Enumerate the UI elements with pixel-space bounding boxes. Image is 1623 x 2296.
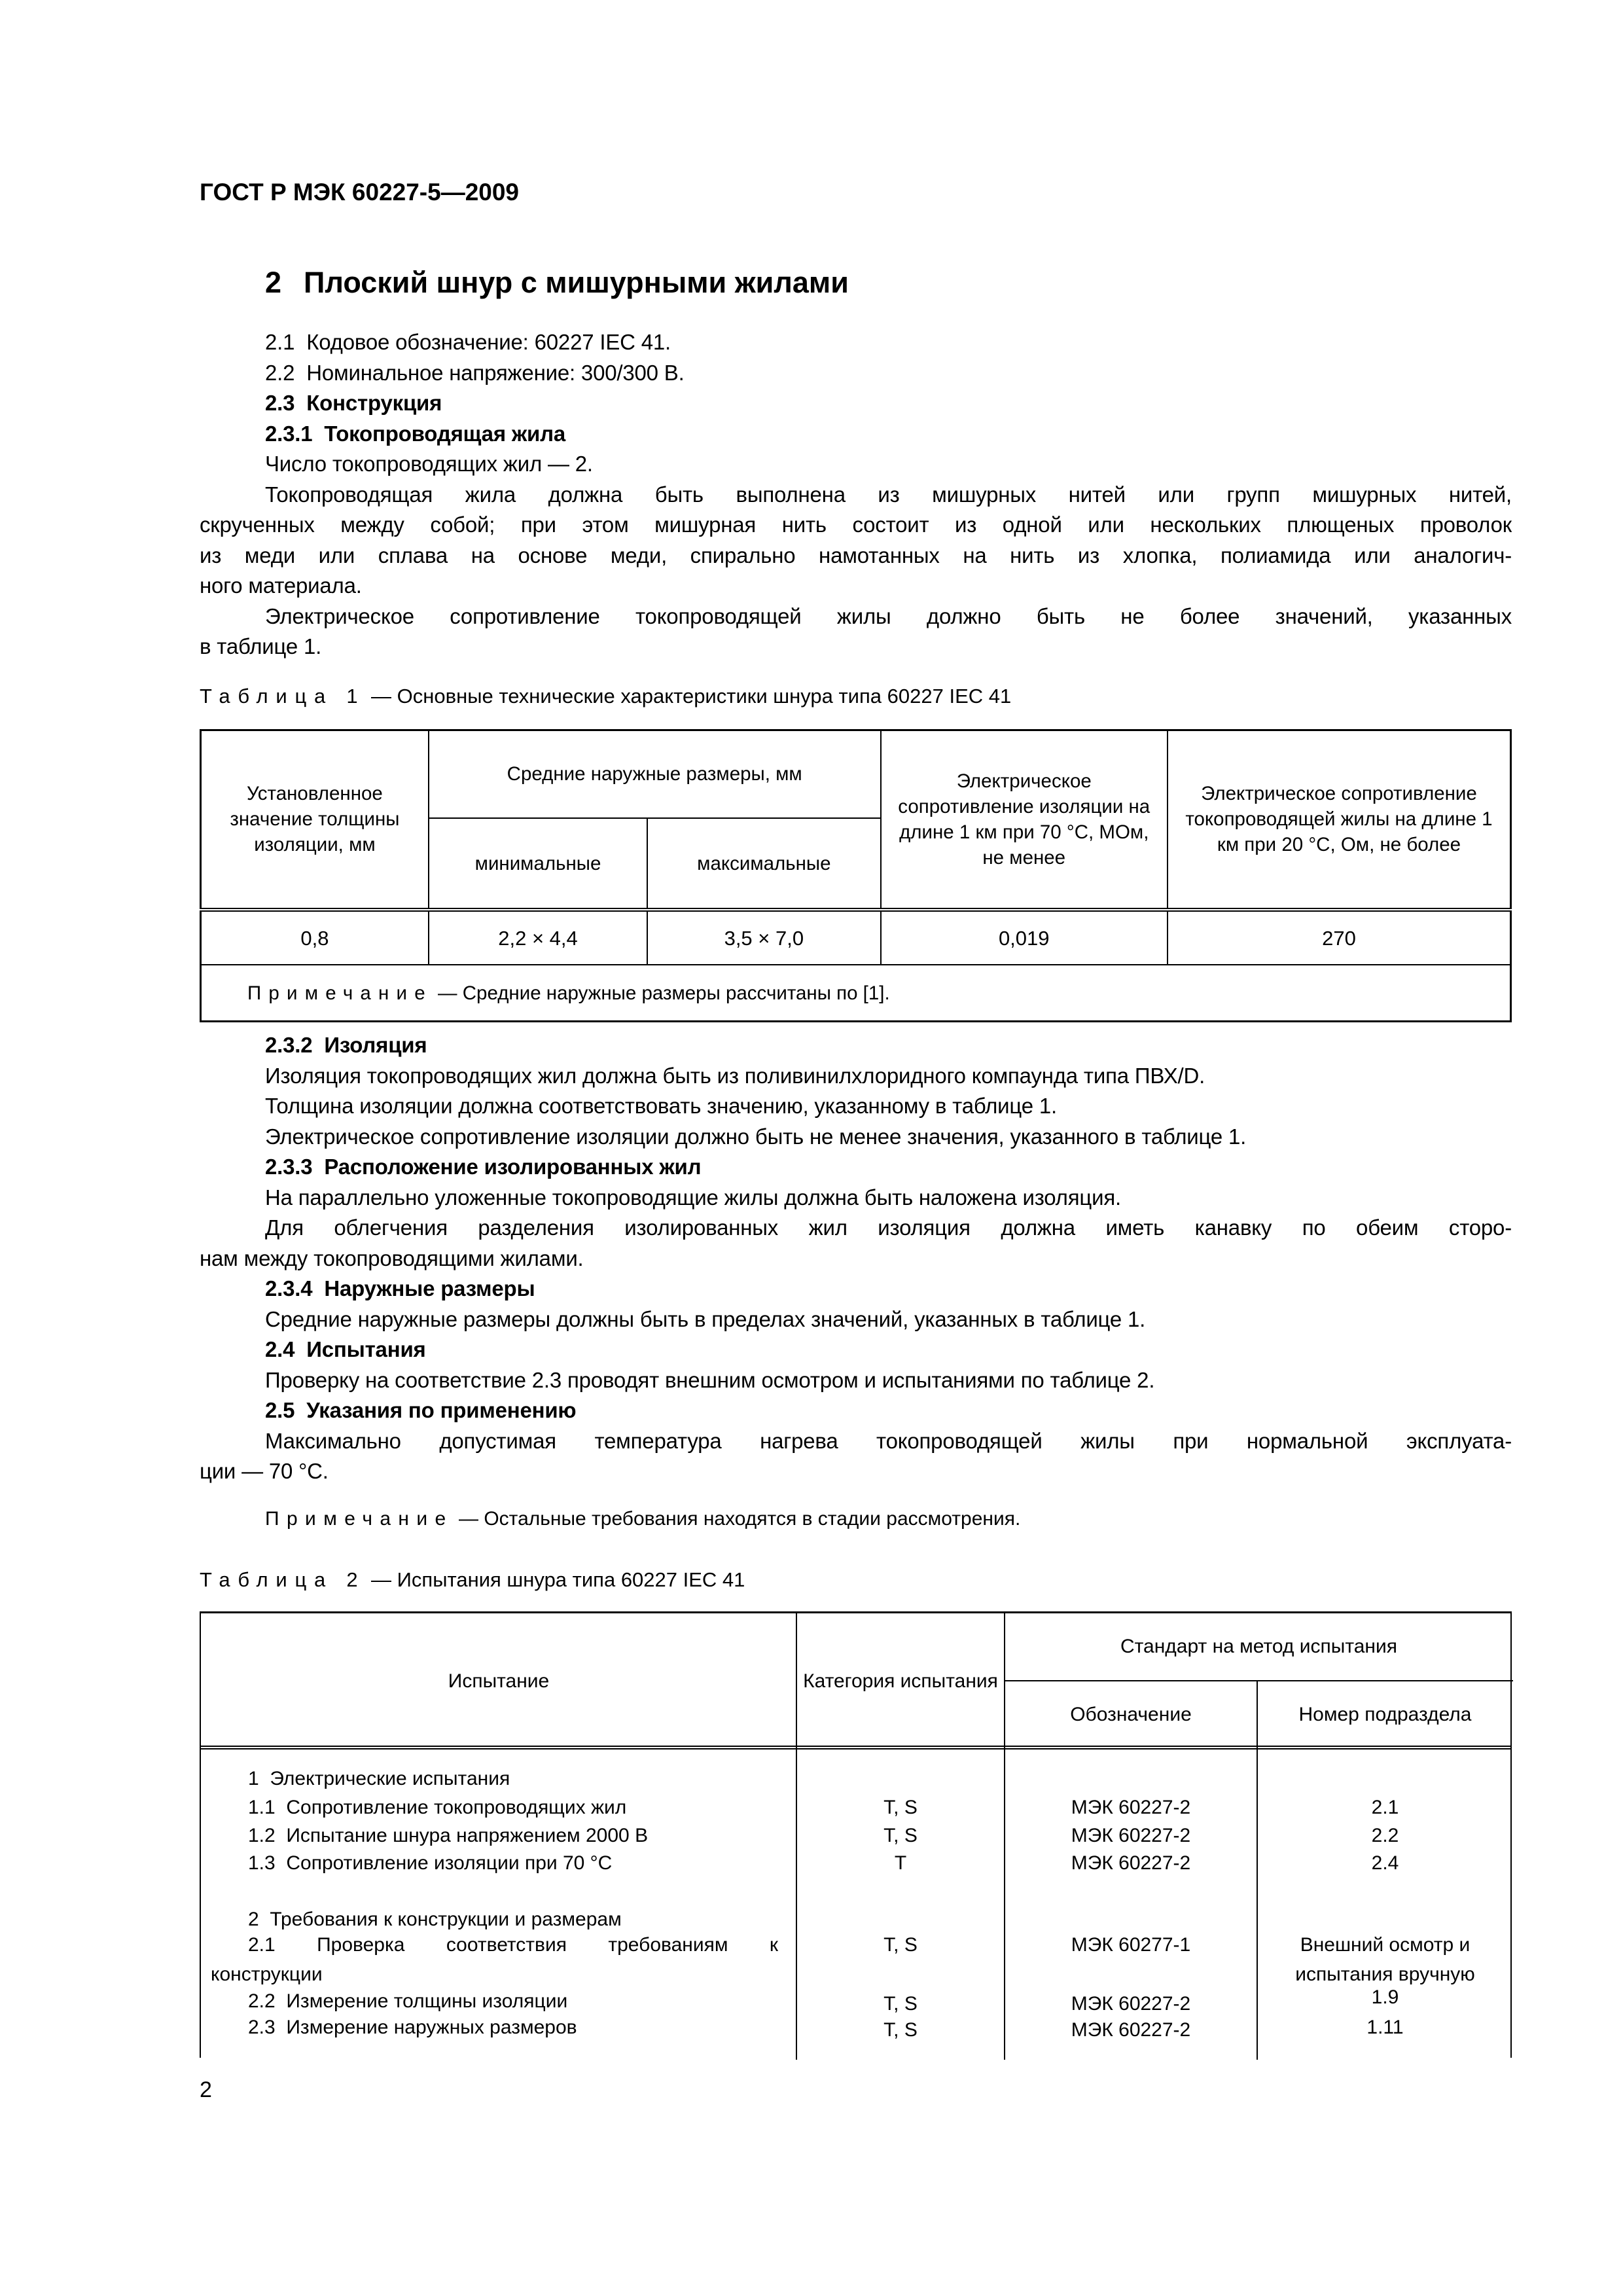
table2-header-designation: Обозначение [1070, 1704, 1192, 1725]
body-line: Проверку на соответствие 2.3 проводят внешним осмотром и испытаниями по таблице 2. [265, 1367, 1155, 1392]
section-title [265, 264, 1512, 301]
table2-row-test: 2.1 Проверка соответствия требованиям к [248, 1933, 778, 1956]
table2-row-test: 2.2 Измерение толщины изоляции [248, 1990, 568, 2012]
table1-header-sizes-group: Средние наружные размеры, мм [429, 730, 881, 818]
table1-cell-min: 2,2 × 4,4 [429, 910, 647, 965]
table2-row-standard: МЭК 60227-2 [1071, 1852, 1191, 1874]
body-heading: 2.3.4 Наружные размеры [265, 1276, 535, 1300]
table2-row-category: T, S [883, 1992, 918, 2015]
table2-header-category: Категория испытания [803, 1670, 998, 1692]
body-block-1 [200, 327, 1512, 662]
table2-row-standard: МЭК 60227-2 [1071, 1992, 1191, 2015]
body-heading: 2.3.2 Изоляция [265, 1033, 427, 1057]
table1-cell-thickness: 0,8 [201, 910, 429, 965]
table1-header-conductor-resistance: Электрическое сопротивление токопроводящей жилы на длине 1 км при 20 °С, Ом, не более [1168, 730, 1511, 910]
body-line: 2.2 Номинальное напряжение: 300/300 В. [265, 360, 685, 385]
table2-caption [200, 1567, 1512, 1593]
table2-row-category: T [894, 1852, 907, 1874]
body-heading: 2.3.3 Расположение изолированных жил [265, 1155, 702, 1179]
body-line: Электрическое сопротивление токопроводящей жилы должно быть не более значений, указанных [265, 603, 1512, 628]
body-line: ции — 70 °С. [200, 1459, 329, 1483]
table2-row-subsection: 1.11 [1366, 2016, 1404, 2038]
table1-caption-text: — Основные технические характеристики шнура типа 60227 IEC 41 [365, 684, 1012, 708]
page-number: 2 [200, 2077, 212, 2102]
table1-caption [200, 683, 1512, 709]
body-line: Число токопроводящих жил — 2. [265, 452, 593, 476]
body-line: нам между токопроводящими жилами. [200, 1246, 584, 1270]
table1-note-label: Примечание [247, 982, 433, 1004]
body-line: Толщина изоляции должна соответствовать значению, указанному в таблице 1. [265, 1094, 1057, 1118]
section-title-text: Плоский шнур с мишурными жилами [304, 266, 849, 299]
table1-caption-label: Таблица 1 [200, 684, 366, 708]
body-line: Максимально допустимая температура нагрева токопроводящей жилы при нормальной эксплуата- [265, 1428, 1512, 1453]
table2-row-subsection: 1.9 [1371, 1986, 1399, 2008]
table2 [200, 1611, 1512, 2058]
table1-cell-conductor-resistance: 270 [1168, 910, 1511, 965]
body-note [200, 1505, 1512, 1533]
table2-row-subsection: 2.2 [1371, 1824, 1399, 1846]
body-line: ного материала. [200, 573, 362, 598]
body-line: в таблице 1. [200, 634, 322, 658]
body-heading: 2.3 Конструкция [265, 391, 442, 415]
body-line: Изоляция токопроводящих жил должна быть из поливинилхлоридного компаунда типа ПВХ/D. [265, 1063, 1205, 1088]
table2-row-test: 1.3 Сопротивление изоляции при 70 °С [248, 1852, 613, 1874]
table2-row-category: T, S [883, 1796, 918, 1818]
table1-cell-insulation-resistance: 0,019 [881, 910, 1168, 965]
table2-row-category: T, S [883, 1824, 918, 1846]
table2-header-test: Испытание [448, 1670, 550, 1692]
table2-row-subsection: 2.1 [1371, 1796, 1399, 1818]
body-note-label: Примечание [265, 1507, 454, 1530]
body-line: скрученных между собой; при этом мишурная нить состоит из одной или нескольких плющеных проволок [200, 512, 1512, 537]
body-line: из меди или сплава на основе меди, спирально намотанных на нить из хлопка, полиамида или аналогич- [200, 543, 1512, 567]
body-note-text: — Остальные требования находятся в стадии рассмотрения. [453, 1507, 1021, 1530]
body-heading: 2.5 Указания по применению [265, 1398, 577, 1422]
table2-header-subsection: Номер подраздела [1298, 1704, 1472, 1725]
body-heading: 2.3.1 Токопроводящая жила [265, 421, 566, 446]
table1 [200, 729, 1512, 1023]
body-line: Средние наружные размеры должны быть в пределах значений, указанных в таблице 1. [265, 1306, 1146, 1331]
table2-group-row: 1 Электрические испытания [248, 1767, 510, 1789]
body-line: 2.1 Кодовое обозначение: 60227 IEC 41. [265, 330, 671, 354]
body-line: Токопроводящая жила должна быть выполнена из мишурных нитей или групп мишурных нитей, [265, 482, 1512, 507]
table2-row-category: T, S [883, 2018, 918, 2041]
table2-row-standard: МЭК 60227-2 [1071, 2018, 1191, 2041]
table1-header-insulation-resistance: Электрическое сопротивление изоляции на длине 1 км при 70 °С, МОм, не менее [881, 730, 1168, 910]
table2-caption-label: Таблица 2 [200, 1568, 366, 1591]
body-line: Для облегчения разделения изолированных жил изоляция должна иметь канавку по обеим сторо- [265, 1215, 1512, 1240]
table2-row-subsection: Внешний осмотр и [1300, 1933, 1471, 1956]
table1-note-text: — Средние наружные размеры рассчитаны по [1]. [432, 982, 890, 1004]
table2-row-standard: МЭК 60227-2 [1071, 1796, 1191, 1818]
body-line: Электрическое сопротивление изоляции должно быть не менее значения, указанного в таблице 1. [265, 1124, 1247, 1149]
table2-caption-text: — Испытания шнура типа 60227 IEC 41 [365, 1568, 745, 1591]
table1-header-max: максимальные [647, 818, 880, 910]
table2-row-test-continuation: конструкции [211, 1963, 323, 1985]
table1-header-min: минимальные [429, 818, 647, 910]
table1-cell-max: 3,5 × 7,0 [647, 910, 880, 965]
table2-row-test: 1.1 Сопротивление токопроводящих жил [248, 1796, 627, 1818]
table2-row-test: 2.3 Измерение наружных размеров [248, 2016, 577, 2038]
running-header: ГОСТ Р МЭК 60227-5—2009 [200, 179, 520, 206]
body-heading: 2.4 Испытания [265, 1337, 426, 1361]
table2-row-standard: МЭК 60227-2 [1071, 1824, 1191, 1846]
table2-row-test: 1.2 Испытание шнура напряжением 2000 В [248, 1824, 649, 1846]
table2-group-row: 2 Требования к конструкции и размерам [248, 1908, 622, 1930]
body-block-2 [200, 1030, 1512, 1487]
table2-row-subsection-continuation: испытания вручную [1295, 1963, 1475, 1985]
table2-row-category: T, S [883, 1933, 918, 1956]
table2-header-standard-group: Стандарт на метод испытания [1120, 1636, 1397, 1657]
table2-row-standard: МЭК 60277-1 [1071, 1933, 1191, 1956]
table1-header-thickness: Установленное значение толщины изоляции, мм [201, 730, 429, 910]
table1-note [201, 965, 1511, 1022]
table2-row-subsection: 2.4 [1371, 1852, 1399, 1874]
body-line: На параллельно уложенные токопроводящие жилы должна быть наложена изоляция. [265, 1185, 1121, 1210]
section-number: 2 [265, 266, 282, 299]
